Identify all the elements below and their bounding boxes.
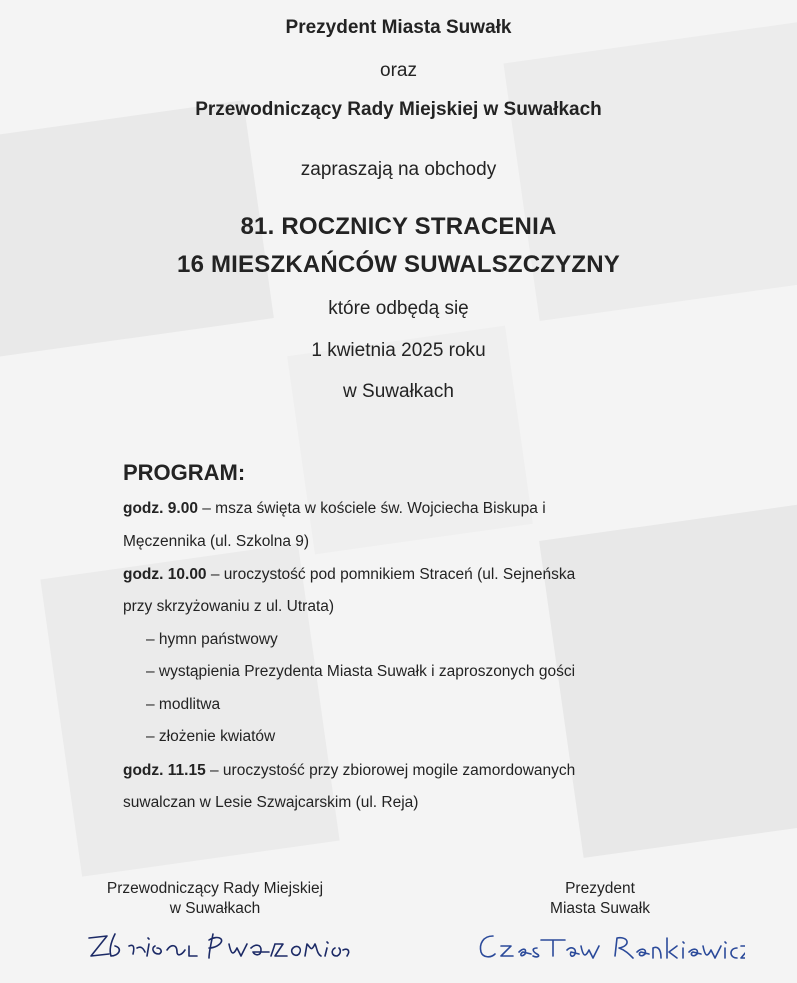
program-subitem-2: – wystąpienia Prezydenta Miasta Suwałk i zaproszonych gości [146, 663, 576, 680]
program-time-1: godz. 9.00 [123, 500, 198, 517]
subtitle-line-1: które odbędą się [328, 298, 469, 319]
header-line-2: oraz [380, 60, 417, 81]
program-subitem-3: – modlitwa [146, 696, 221, 713]
right-title-line-2: Miasta Suwałk [550, 900, 650, 917]
program-item-1 [123, 500, 546, 518]
header-line-3: Przewodniczący Rady Miejskiej w Suwałkach [195, 99, 602, 120]
left-title-line-1: Przewodniczący Rady Miejskiej [106, 880, 324, 897]
program-desc-3: – uroczystość przy zbiorowej mogile zamordowanych [205, 762, 576, 779]
program-item-1-cont: Męczennika (ul. Szkolna 9) [123, 533, 310, 550]
program-heading: PROGRAM: [123, 460, 246, 485]
event-location: w Suwałkach [343, 381, 454, 402]
program-item-2-cont: przy skrzyżowaniu z ul. Utrata) [123, 598, 335, 615]
invite-text: zapraszają na obchody [300, 159, 497, 180]
program-subitem-1: – hymn państwowy [146, 631, 278, 648]
program-desc-1: – msza święta w kościele św. Wojciecha Biskupa i [197, 500, 546, 517]
title-line-1: 81. ROCZNICY STRACENIA [240, 213, 557, 240]
program-time-3: godz. 11.15 [123, 762, 206, 779]
program-time-2: godz. 10.00 [123, 566, 207, 583]
header-line-1: Prezydent Miasta Suwałk [285, 17, 512, 38]
right-signatory-title [500, 879, 700, 919]
program-item-3 [123, 762, 575, 780]
title-line-2: 16 MIESZKAŃCÓW SUWALSZCZYZNY [177, 251, 620, 278]
right-title-line-1: Prezydent [565, 880, 635, 897]
right-handwritten-signature [475, 928, 745, 966]
program-desc-2: – uroczystość pod pomnikiem Straceń (ul. Sejneńska [206, 566, 576, 583]
left-signatory-title [70, 879, 360, 919]
program-subitem-4: – złożenie kwiatów [146, 728, 276, 745]
program-item-3-cont: suwalczan w Lesie Szwajcarskim (ul. Reja) [123, 794, 419, 811]
left-handwritten-signature [85, 926, 355, 966]
program-item-2 [123, 566, 575, 584]
event-date: 1 kwietnia 2025 roku [311, 340, 486, 361]
left-title-line-2: w Suwałkach [169, 900, 261, 917]
